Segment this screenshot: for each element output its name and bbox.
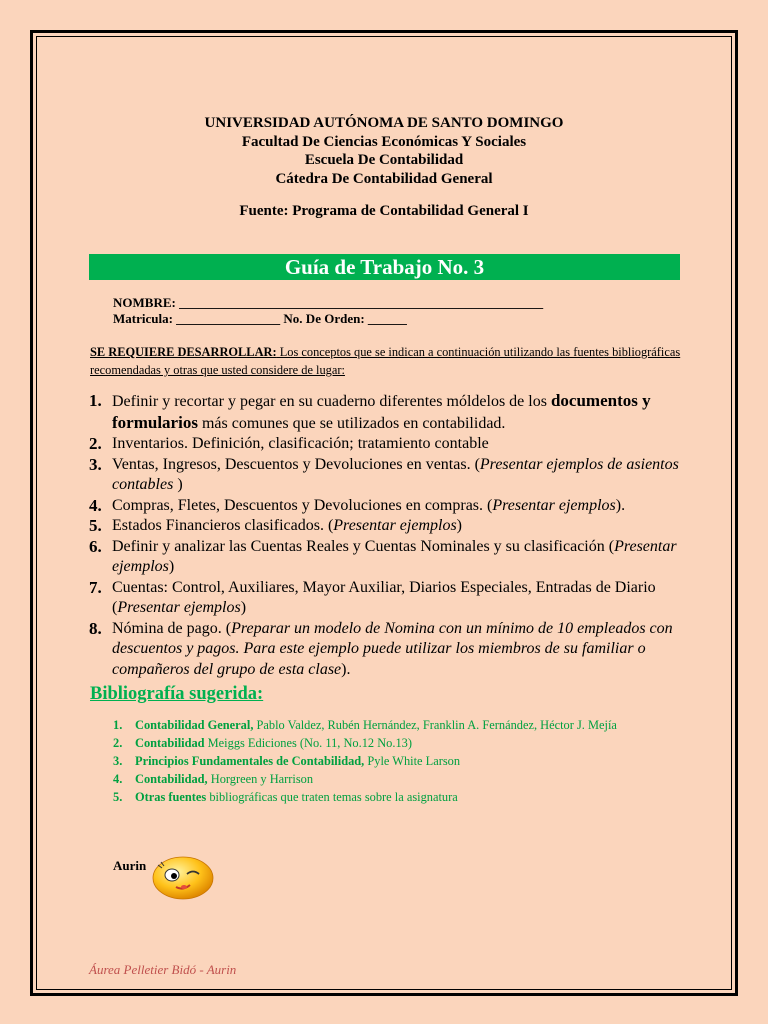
task-italic: Presentar ejemplos xyxy=(492,496,616,514)
task-italic: Presentar ejemplos xyxy=(117,599,241,616)
bib-title: Contabilidad xyxy=(135,736,205,750)
matricula-field: Matricula: ________________ No. De Orden: ______ xyxy=(113,311,407,326)
faculty-name: Facultad De Ciencias Económicas Y Sociales xyxy=(241,133,527,150)
instructions-paragraph xyxy=(90,343,715,379)
bib-title: Contabilidad General, xyxy=(135,718,254,732)
list-item xyxy=(89,619,714,681)
task-number: 7. xyxy=(89,577,102,597)
task-text: Estados Financieros clasificados. ( xyxy=(112,517,334,534)
task-text-end: ) xyxy=(173,476,183,493)
task-text-end: más comunes que se utilizados en contabilidad. xyxy=(197,414,506,432)
bib-author: Meiggs Ediciones (No. 11, No.12 No.13) xyxy=(204,736,412,750)
bib-number: 1. xyxy=(113,718,123,732)
instructions-text: Los conceptos que se indican a continuación utilizando las fuentes bibliográficas recomendadas y otras que usted considere de lugar: xyxy=(90,345,681,377)
task-italic: Presentar ejemplos de asientos contables xyxy=(112,455,679,493)
winking-face-icon xyxy=(152,856,214,900)
bib-title: Otras fuentes xyxy=(135,790,207,804)
list-item xyxy=(113,716,713,734)
task-text-end: ) xyxy=(240,599,247,616)
list-item xyxy=(113,788,713,806)
guide-title-banner: Guía de Trabajo No. 3 xyxy=(89,254,680,280)
task-number: 3. xyxy=(89,454,102,474)
university-name: UNIVERSIDAD AUTÓNOMA DE SANTO DOMINGO xyxy=(204,115,564,131)
bib-title: Contabilidad, xyxy=(135,772,208,786)
chair-name: Cátedra De Contabilidad General xyxy=(275,170,493,187)
nombre-field: NOMBRE: ________________________________________________________ xyxy=(113,295,544,310)
bib-number: 2. xyxy=(113,736,123,750)
school-name: Escuela De Contabilidad xyxy=(304,152,464,168)
task-text: Ventas, Ingresos, Descuentos y Devoluciones en ventas. ( xyxy=(112,455,480,473)
list-item xyxy=(89,455,714,496)
task-number: 1. xyxy=(89,391,102,410)
task-number: 8. xyxy=(89,618,102,638)
list-item xyxy=(89,516,714,537)
task-number: 2. xyxy=(89,434,102,453)
bib-author: bibliográficas que traten temas sobre la asignatura xyxy=(206,790,458,804)
task-text: Inventarios. Definición, clasificación; tratamiento contable xyxy=(112,435,489,452)
task-text: Definir y recortar y pegar en su cuaderno diferentes móldelos de los xyxy=(112,393,551,410)
task-italic: Preparar un modelo de Nomina con un mínimo de 10 empleados con descuentos y pagos. Para este ejemplo puede utilizar los miembros de su familiar o compañeros del grupo de esta clase xyxy=(112,619,673,678)
list-item xyxy=(89,434,714,455)
instructions-label: SE REQUIERE DESARROLLAR: xyxy=(90,345,277,359)
document-header xyxy=(0,114,768,188)
task-text: Nómina de pago. ( xyxy=(112,619,232,637)
task-list xyxy=(89,391,714,680)
task-number: 6. xyxy=(89,536,102,556)
student-fields xyxy=(113,295,543,327)
task-text-end: ) xyxy=(456,517,462,534)
list-item xyxy=(113,752,713,770)
bib-number: 4. xyxy=(113,772,123,786)
list-item xyxy=(89,391,714,434)
task-text: Compras, Fletes, Descuentos y Devoluciones en compras. ( xyxy=(112,496,493,514)
task-text-end: ). xyxy=(341,660,351,678)
bibliography-title: Bibliografía sugerida: xyxy=(90,684,264,704)
task-italic: Presentar ejemplos xyxy=(112,537,677,575)
list-item xyxy=(113,734,713,752)
bib-author: Pablo Valdez, Rubén Hernández, Franklin A. Fernández, Héctor J. Mejía xyxy=(253,718,617,732)
task-text-end: ). xyxy=(615,496,626,514)
task-text: Cuentas: Control, Auxiliares, Mayor Auxiliar, Diarios Especiales, Entradas de Diario ( xyxy=(112,578,656,616)
task-italic: Presentar ejemplos xyxy=(333,517,457,534)
bibliography-list xyxy=(113,716,713,806)
bib-author: Pyle White Larson xyxy=(364,754,461,768)
list-item xyxy=(89,496,714,517)
bib-number: 3. xyxy=(113,754,123,768)
footer-author: Áurea Pelletier Bidó - Aurin xyxy=(89,962,237,977)
bib-title: Principios Fundamentales de Contabilidad, xyxy=(135,754,365,768)
task-number: 4. xyxy=(89,495,102,515)
bib-author: Horgreen y Harrison xyxy=(207,772,314,786)
signature: Aurin xyxy=(113,858,147,873)
task-text-end: ) xyxy=(168,558,175,575)
source-line: Fuente: Programa de Contabilidad General I xyxy=(239,203,529,219)
task-number: 5. xyxy=(89,516,102,535)
list-item xyxy=(113,770,713,788)
bib-number: 5. xyxy=(113,790,123,804)
task-text: Definir y analizar las Cuentas Reales y Cuentas Nominales y su clasificación ( xyxy=(112,537,615,555)
list-item xyxy=(89,578,714,619)
list-item xyxy=(89,537,714,578)
task-emphasis: documentos y formularios xyxy=(112,391,651,432)
